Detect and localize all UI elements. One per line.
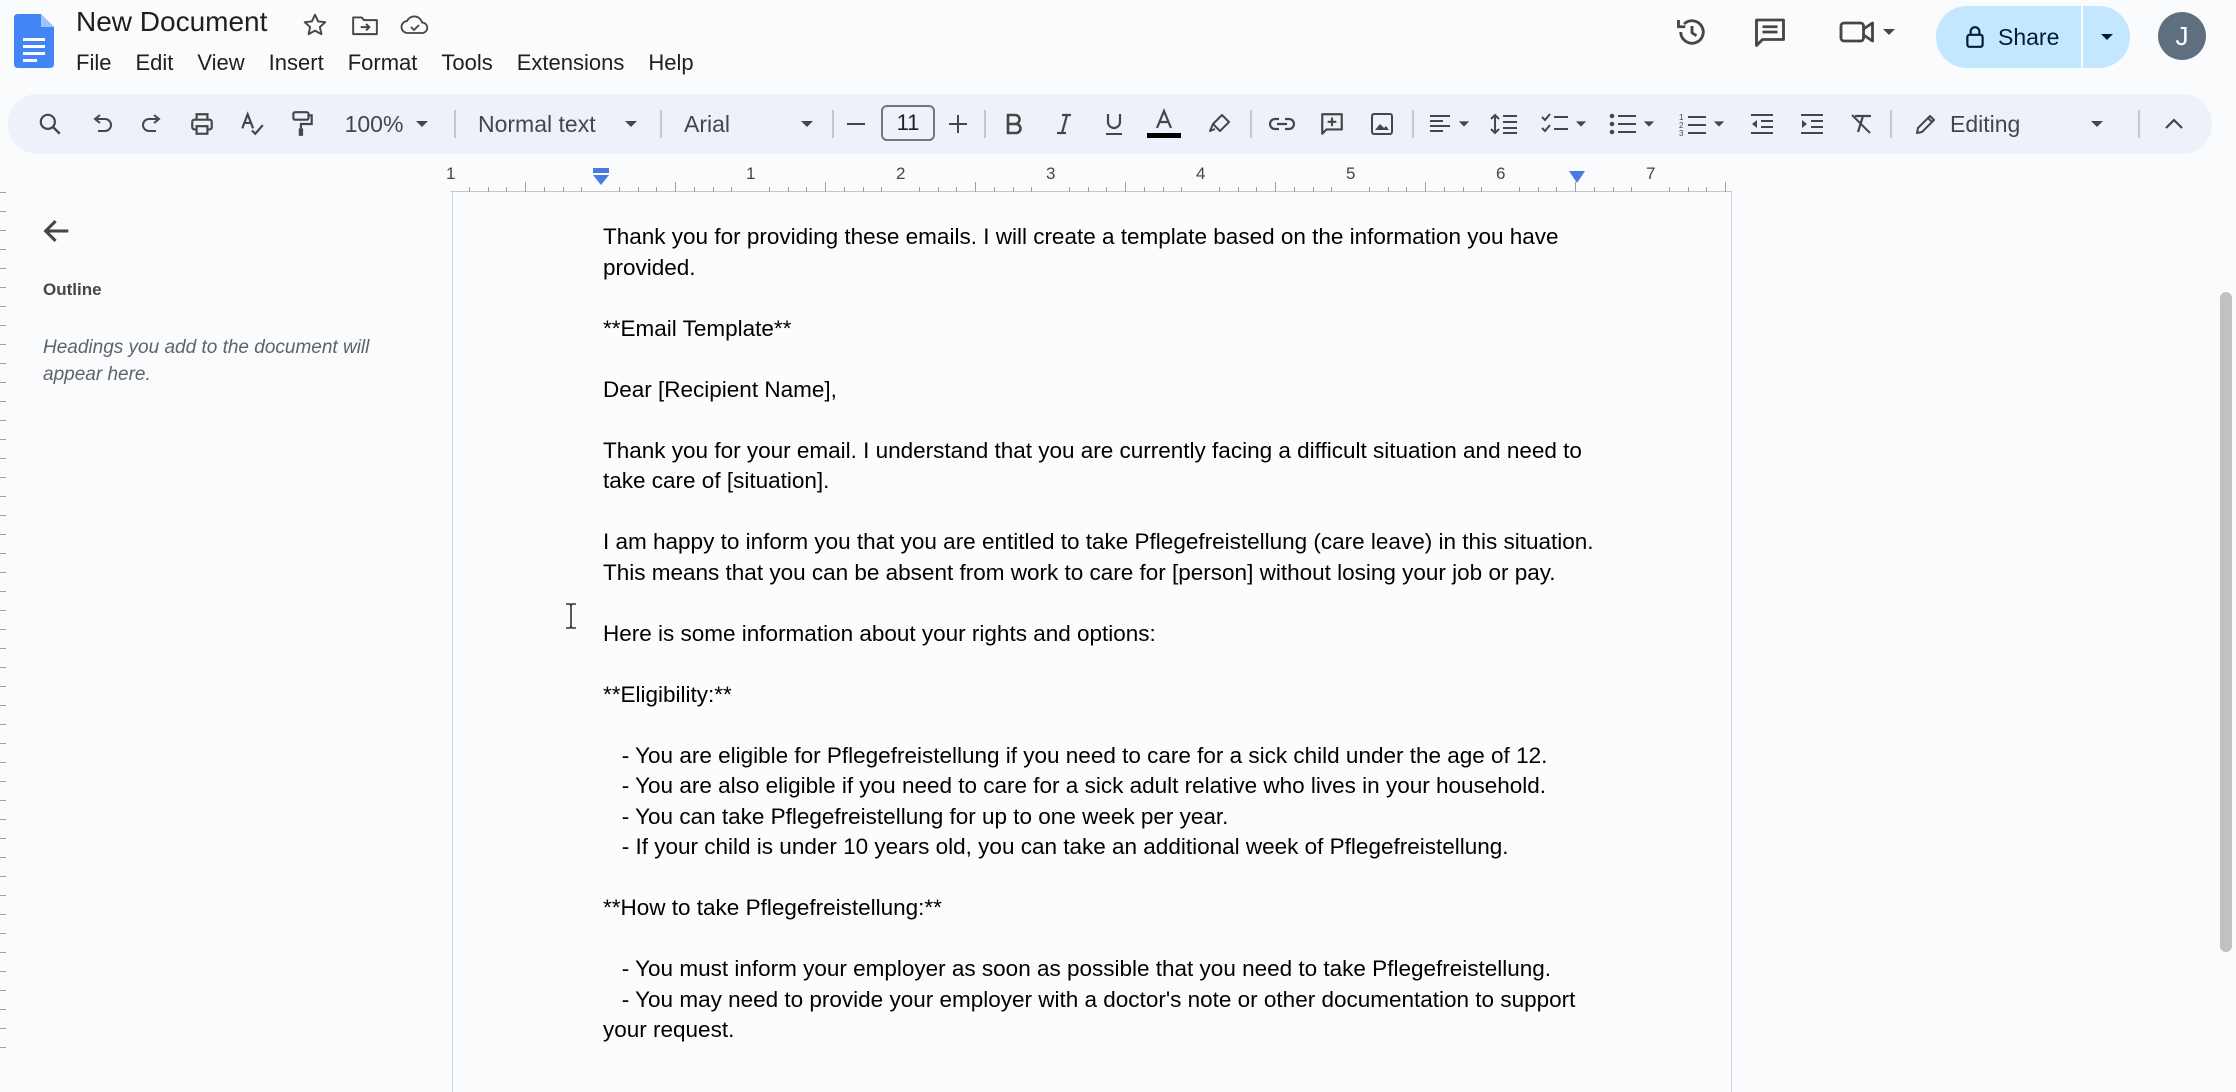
document-paragraph[interactable]: - You can take Pflegefreistellung for up to one week per year. <box>603 803 1229 829</box>
ruler-tick <box>1125 182 1126 192</box>
menu-file[interactable]: File <box>76 50 112 75</box>
font-select[interactable] <box>674 94 824 154</box>
checklist-icon <box>1541 112 1569 136</box>
ruler-tick <box>1725 182 1726 192</box>
search-menus-icon[interactable] <box>30 94 70 154</box>
move-folder-icon[interactable] <box>350 10 380 40</box>
chevron-down-icon <box>800 120 814 128</box>
menu-extensions[interactable]: Extensions <box>516 50 625 75</box>
menu-format[interactable]: Format <box>347 50 418 75</box>
document-body[interactable] <box>603 222 1603 1046</box>
empty-line[interactable] <box>603 405 1603 436</box>
right-indent-marker-icon[interactable] <box>1568 170 1586 184</box>
scrollbar-thumb[interactable] <box>2220 292 2232 952</box>
bulleted-list-select[interactable] <box>1602 94 1662 154</box>
editing-mode-value: Editing <box>1950 110 2021 137</box>
collapse-toolbar-icon[interactable] <box>2154 94 2194 154</box>
decrease-indent-icon[interactable] <box>1742 94 1782 154</box>
zoom-select[interactable] <box>332 94 442 154</box>
align-left-icon <box>1428 113 1452 135</box>
ruler-tick <box>975 182 976 192</box>
insert-image-icon[interactable] <box>1362 94 1402 154</box>
bold-icon[interactable] <box>994 94 1034 154</box>
outline-panel <box>0 192 450 1062</box>
increase-font-size-icon[interactable] <box>942 94 974 154</box>
chevron-down-icon <box>1713 120 1725 128</box>
horizontal-ruler[interactable] <box>446 164 1732 192</box>
outline-title: Outline <box>43 280 102 299</box>
document-title[interactable]: New Document <box>76 6 268 37</box>
font-size-input[interactable]: 11 <box>881 105 935 141</box>
numbered-list-icon <box>1679 111 1707 137</box>
undo-icon[interactable] <box>82 94 122 154</box>
increase-indent-icon[interactable] <box>1792 94 1832 154</box>
ruler-label: 3 <box>1046 164 1056 183</box>
menu-edit[interactable]: Edit <box>135 50 174 75</box>
zoom-value: 100% <box>344 110 404 137</box>
document-paragraph[interactable]: **How to take Pflegefreistellung:** <box>603 895 942 920</box>
redo-icon[interactable] <box>132 94 172 154</box>
spellcheck-icon[interactable] <box>232 94 272 154</box>
clear-formatting-icon[interactable] <box>1842 94 1882 154</box>
ruler-tick <box>675 182 676 192</box>
outline-hint: Headings you add to the document will appear here. <box>43 337 370 385</box>
lock-icon <box>1964 25 1986 49</box>
ruler-tick <box>1425 182 1426 192</box>
document-paragraph[interactable]: Thank you for providing these emails. I will create a template based on the information you have provided. <box>603 224 1565 280</box>
empty-line[interactable] <box>603 283 1603 314</box>
ruler-label: 1 <box>746 164 756 183</box>
chevron-down-icon <box>624 120 638 128</box>
ruler-tick <box>1275 182 1276 192</box>
left-indent-marker-icon[interactable] <box>592 168 610 186</box>
document-paragraph[interactable]: **Email Template** <box>603 315 792 341</box>
highlight-color-icon[interactable] <box>1200 94 1240 154</box>
vertical-scrollbar[interactable] <box>2216 192 2236 1062</box>
ruler-label: 2 <box>896 164 906 183</box>
ruler-tick <box>825 182 826 192</box>
editing-mode-select[interactable] <box>1904 94 2114 154</box>
close-outline-arrow-icon[interactable] <box>40 214 76 250</box>
share-dropdown-icon[interactable] <box>2083 32 2130 42</box>
line-spacing-icon[interactable] <box>1484 94 1524 154</box>
menu-tools[interactable]: Tools <box>441 50 493 75</box>
underline-icon[interactable] <box>1094 94 1134 154</box>
empty-line[interactable] <box>603 710 1603 741</box>
document-paragraph[interactable]: **Eligibility:** <box>603 681 732 707</box>
align-select[interactable] <box>1422 94 1476 154</box>
paint-format-icon[interactable] <box>282 94 322 154</box>
docs-logo-icon[interactable] <box>14 14 54 68</box>
ruler-label: 4 <box>1196 164 1206 183</box>
svg-text:1: 1 <box>1679 113 1684 122</box>
document-paragraph[interactable]: Thank you for your email. I understand that you are currently facing a difficult situation and need to take care of [situation]. <box>603 437 1589 493</box>
svg-text:3: 3 <box>1679 129 1684 137</box>
top-bar <box>0 0 2236 90</box>
paragraph-style-value: Normal text <box>478 110 596 137</box>
ruler-label: 1 <box>446 164 456 183</box>
menu-bar <box>64 46 706 80</box>
cloud-saved-icon[interactable] <box>400 10 430 40</box>
paragraph-style-select[interactable] <box>468 94 648 154</box>
ruler-tick <box>525 182 526 192</box>
version-history-icon[interactable] <box>1672 12 1712 52</box>
chevron-down-icon <box>415 120 429 128</box>
chevron-down-icon <box>1458 120 1470 128</box>
font-value: Arial <box>684 110 731 137</box>
document-paragraph[interactable]: - You are also eligible if you need to care for a sick adult relative who lives in your household. <box>603 773 1547 798</box>
text-color-icon[interactable] <box>1142 94 1186 154</box>
bulleted-list-icon <box>1609 112 1637 136</box>
document-paragraph[interactable]: I am happy to inform you that you are entitled to take Pflegefreistellung (care leave) in this situation. This means that you can be absent from work to care for [person] without losing your job or pay. <box>603 529 1600 585</box>
share-label: Share <box>1998 23 2060 50</box>
svg-text:2: 2 <box>1679 121 1684 130</box>
decrease-font-size-icon[interactable] <box>840 94 872 154</box>
pencil-icon <box>1914 112 1938 136</box>
chevron-down-icon <box>2090 120 2104 128</box>
document-paragraph[interactable]: Here is some information about your rights and options: <box>603 620 1156 646</box>
checklist-select[interactable] <box>1534 94 1594 154</box>
empty-line[interactable] <box>603 588 1603 619</box>
ruler-label: 5 <box>1346 164 1356 183</box>
add-comment-icon[interactable] <box>1312 94 1352 154</box>
document-paragraph[interactable]: - You are eligible for Pflegefreistellung if you need to care for a sick child under the age of 12. <box>603 742 1548 768</box>
ruler-label: 6 <box>1496 164 1506 183</box>
avatar[interactable]: J <box>2158 12 2206 60</box>
ruler-label: 7 <box>1646 164 1656 183</box>
share-button[interactable] <box>1936 6 2130 68</box>
document-paragraph[interactable]: - You may need to provide your employer with a doctor's note or other documentation to support your request. <box>603 986 1582 1042</box>
star-icon[interactable] <box>300 10 330 40</box>
numbered-list-select[interactable] <box>1672 94 1732 154</box>
text-cursor-icon <box>564 602 578 630</box>
chevron-down-icon <box>1575 120 1587 128</box>
print-icon[interactable] <box>182 94 222 154</box>
empty-line[interactable] <box>603 344 1603 375</box>
comments-icon[interactable] <box>1750 12 1790 52</box>
italic-icon[interactable] <box>1044 94 1084 154</box>
empty-line[interactable] <box>603 924 1603 955</box>
formatting-toolbar <box>8 94 2212 154</box>
document-page[interactable] <box>452 192 1732 1092</box>
document-paragraph[interactable]: - If your child is under 10 years old, you can take an additional week of Pflegefreistellung. <box>603 834 1509 859</box>
menu-view[interactable]: View <box>197 50 245 75</box>
insert-link-icon[interactable] <box>1262 94 1302 154</box>
empty-line[interactable] <box>603 863 1603 894</box>
document-paragraph[interactable]: - You must inform your employer as soon as possible that you need to take Pflegefreistellung. <box>603 956 1552 981</box>
document-paragraph[interactable]: Dear [Recipient Name], <box>603 376 837 402</box>
menu-help[interactable]: Help <box>648 50 694 75</box>
empty-line[interactable] <box>603 649 1603 680</box>
meet-icon[interactable] <box>1836 12 1900 52</box>
chevron-down-icon <box>1643 120 1655 128</box>
menu-insert[interactable]: Insert <box>268 50 324 75</box>
empty-line[interactable] <box>603 497 1603 528</box>
